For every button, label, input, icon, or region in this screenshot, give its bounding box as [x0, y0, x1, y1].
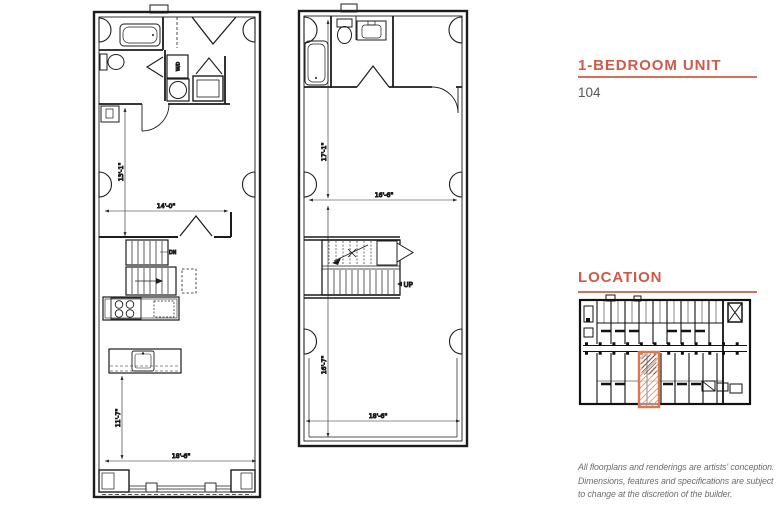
highlighted-unit — [639, 352, 659, 407]
door-swing-icon — [432, 87, 458, 113]
disclaimer-line: All floorplans and renderings are artists' conception. — [578, 462, 775, 472]
bathroom-door-icon — [147, 57, 163, 77]
dimension-width-upper — [105, 203, 228, 211]
bathroom — [99, 17, 236, 131]
wall-column — [304, 329, 317, 354]
closet — [193, 58, 223, 101]
dimension-height-lower — [115, 376, 122, 459]
stair-treads — [132, 241, 162, 264]
inner-wall-face — [309, 355, 457, 437]
stair-overhead-dashed — [182, 269, 196, 293]
island-overhang-dashed — [110, 366, 180, 371]
walkline — [334, 245, 368, 261]
unit-type-heading: 1-BEDROOM UNIT — [578, 57, 722, 74]
walkline-arrow-icon — [332, 258, 341, 265]
walkline-break-icon — [348, 249, 356, 257]
utility-panel — [101, 106, 119, 122]
disclaimer-line: to change at the discretion of the builder. — [578, 489, 733, 500]
disclaimer — [578, 461, 774, 502]
wall-column — [450, 172, 463, 197]
stair-direction-label: UP — [403, 281, 413, 289]
building-outline — [580, 295, 750, 404]
island-sink-icon — [132, 351, 154, 371]
dimension-width-lower — [105, 453, 256, 461]
dimension-label: 16'-7" — [321, 355, 328, 375]
stair-treads — [328, 270, 394, 294]
elevator-shaft-icon — [728, 303, 742, 322]
double-door-icon — [180, 216, 212, 236]
first-floor-plan — [94, 5, 260, 497]
dimension-label: 16'-6" — [374, 192, 394, 199]
staircase — [304, 237, 413, 298]
stair-door-icon — [397, 243, 413, 262]
stair-direction-label: DN — [169, 251, 177, 256]
bathtub-icon — [305, 41, 328, 85]
window-mullion — [205, 483, 216, 492]
toilet-icon — [337, 19, 352, 44]
window-mullion — [146, 483, 157, 492]
dimension-width-upper — [309, 192, 457, 200]
sink-icon — [357, 21, 386, 40]
dimension-label: 18'-6" — [171, 453, 191, 460]
washer-dryer-closet — [167, 55, 188, 78]
dimension-label: 13'-1" — [118, 162, 125, 182]
dimension-label: 18'-6" — [368, 413, 388, 420]
disclaimer-line: Dimensions, features and specifications are subject — [578, 475, 774, 486]
second-floor-plan — [299, 4, 467, 446]
kitchen — [103, 297, 181, 373]
bathroom-door-icon — [357, 66, 389, 87]
lower-room — [99, 376, 256, 495]
location-map — [575, 293, 765, 433]
double-door-icon — [192, 17, 236, 44]
heading-divider — [578, 76, 757, 78]
sink-icon — [167, 79, 189, 101]
interior-wall — [304, 295, 400, 298]
toilet-icon — [100, 54, 124, 70]
wall-column — [450, 329, 463, 354]
bathtub-icon — [120, 24, 160, 46]
storefront-wall — [99, 470, 255, 495]
dimension-label: 17'-1" — [321, 142, 328, 162]
wall-column — [304, 172, 317, 197]
door-swing-icon — [142, 104, 169, 131]
dimension-label: 14'-0" — [156, 203, 176, 210]
dimension-width-lower — [306, 413, 460, 421]
dimension-label: 11'-7" — [115, 408, 122, 428]
dimension-height-upper — [118, 108, 125, 236]
interior-wall — [99, 212, 231, 237]
staircase — [126, 240, 196, 295]
dishwasher-dashed — [154, 301, 174, 317]
washer-dryer-label: W/D — [176, 61, 182, 72]
closet-door-icon — [196, 58, 222, 74]
stove-icon — [111, 298, 141, 319]
unit-number: 104 — [578, 85, 601, 100]
location-heading: LOCATION — [578, 269, 663, 286]
wall-column — [243, 172, 256, 197]
kitchen-island — [109, 349, 181, 373]
living-room — [99, 106, 231, 237]
wall-column — [99, 172, 112, 197]
exterior-walls — [299, 4, 467, 446]
